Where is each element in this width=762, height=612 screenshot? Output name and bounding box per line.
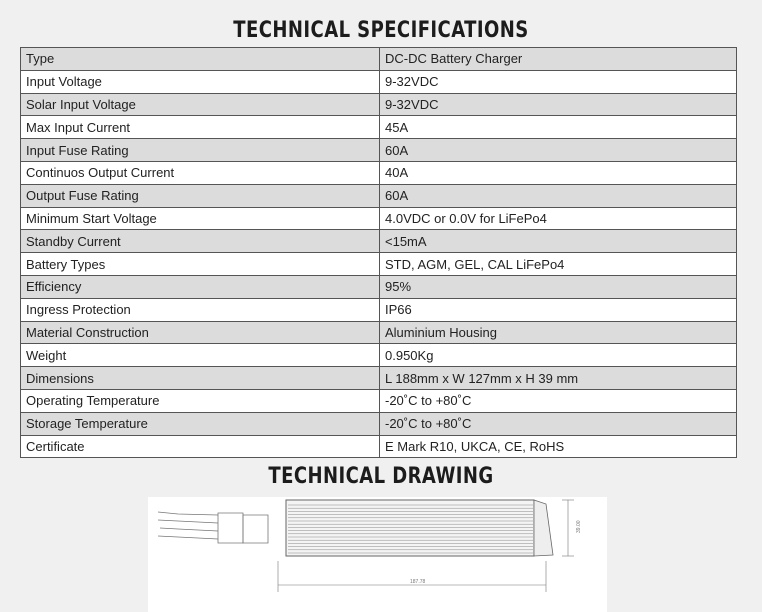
- spec-value: E Mark R10, UKCA, CE, RoHS: [380, 435, 737, 458]
- dim-height: 39.00: [576, 520, 582, 533]
- spec-value: IP66: [380, 298, 737, 321]
- spec-row: [21, 207, 737, 230]
- spec-value: <15mA: [380, 230, 737, 253]
- spec-label: Max Input Current: [21, 116, 380, 139]
- spec-value: 0.950Kg: [380, 344, 737, 367]
- spec-row: [21, 184, 737, 207]
- spec-value: 40A: [380, 161, 737, 184]
- cable-sheath: [218, 513, 243, 543]
- spec-value: DC-DC Battery Charger: [380, 48, 737, 71]
- spec-row: [21, 139, 737, 162]
- spec-label: Storage Temperature: [21, 412, 380, 435]
- spec-value: 60A: [380, 139, 737, 162]
- technical-drawing: [148, 497, 607, 612]
- spec-label: Weight: [21, 344, 380, 367]
- spec-label: Certificate: [21, 435, 380, 458]
- spec-value: 4.0VDC or 0.0V for LiFePo4: [380, 207, 737, 230]
- spec-value: L 188mm x W 127mm x H 39 mm: [380, 367, 737, 390]
- spec-row: [21, 275, 737, 298]
- spec-row: [21, 253, 737, 276]
- spec-value: -20˚C to +80˚C: [380, 389, 737, 412]
- spec-row: [21, 412, 737, 435]
- spec-row: [21, 93, 737, 116]
- spec-label: Material Construction: [21, 321, 380, 344]
- spec-value: Aluminium Housing: [380, 321, 737, 344]
- spec-label: Ingress Protection: [21, 298, 380, 321]
- specifications-heading: TECHNICAL SPECIFICATIONS: [233, 18, 529, 43]
- spec-label: Operating Temperature: [21, 389, 380, 412]
- technical-drawing-svg: [148, 497, 607, 612]
- spec-value: 95%: [380, 275, 737, 298]
- spec-label: Output Fuse Rating: [21, 184, 380, 207]
- spec-row: [21, 367, 737, 390]
- spec-label: Dimensions: [21, 367, 380, 390]
- drawing-heading: TECHNICAL DRAWING: [268, 464, 494, 489]
- specifications-table: [20, 47, 737, 458]
- spec-label: Efficiency: [21, 275, 380, 298]
- spec-row: [21, 116, 737, 139]
- spec-label: Minimum Start Voltage: [21, 207, 380, 230]
- spec-value: STD, AGM, GEL, CAL LiFePo4: [380, 253, 737, 276]
- spec-label: Continuos Output Current: [21, 161, 380, 184]
- spec-row: [21, 344, 737, 367]
- spec-row: [21, 389, 737, 412]
- spec-value: 9-32VDC: [380, 70, 737, 93]
- spec-label: Battery Types: [21, 253, 380, 276]
- spec-label: Input Fuse Rating: [21, 139, 380, 162]
- connector: [243, 515, 268, 543]
- spec-row: [21, 298, 737, 321]
- spec-value: 60A: [380, 184, 737, 207]
- spec-value: 45A: [380, 116, 737, 139]
- spec-label: Type: [21, 48, 380, 71]
- spec-row: [21, 435, 737, 458]
- spec-row: [21, 161, 737, 184]
- spec-value: 9-32VDC: [380, 93, 737, 116]
- spec-label: Standby Current: [21, 230, 380, 253]
- spec-label: Input Voltage: [21, 70, 380, 93]
- spec-label: Solar Input Voltage: [21, 93, 380, 116]
- spec-row: [21, 230, 737, 253]
- spec-row: [21, 321, 737, 344]
- end-cap: [534, 500, 553, 556]
- spec-row: [21, 48, 737, 71]
- spec-value: -20˚C to +80˚C: [380, 412, 737, 435]
- spec-row: [21, 70, 737, 93]
- dim-length: 187.78: [410, 579, 426, 585]
